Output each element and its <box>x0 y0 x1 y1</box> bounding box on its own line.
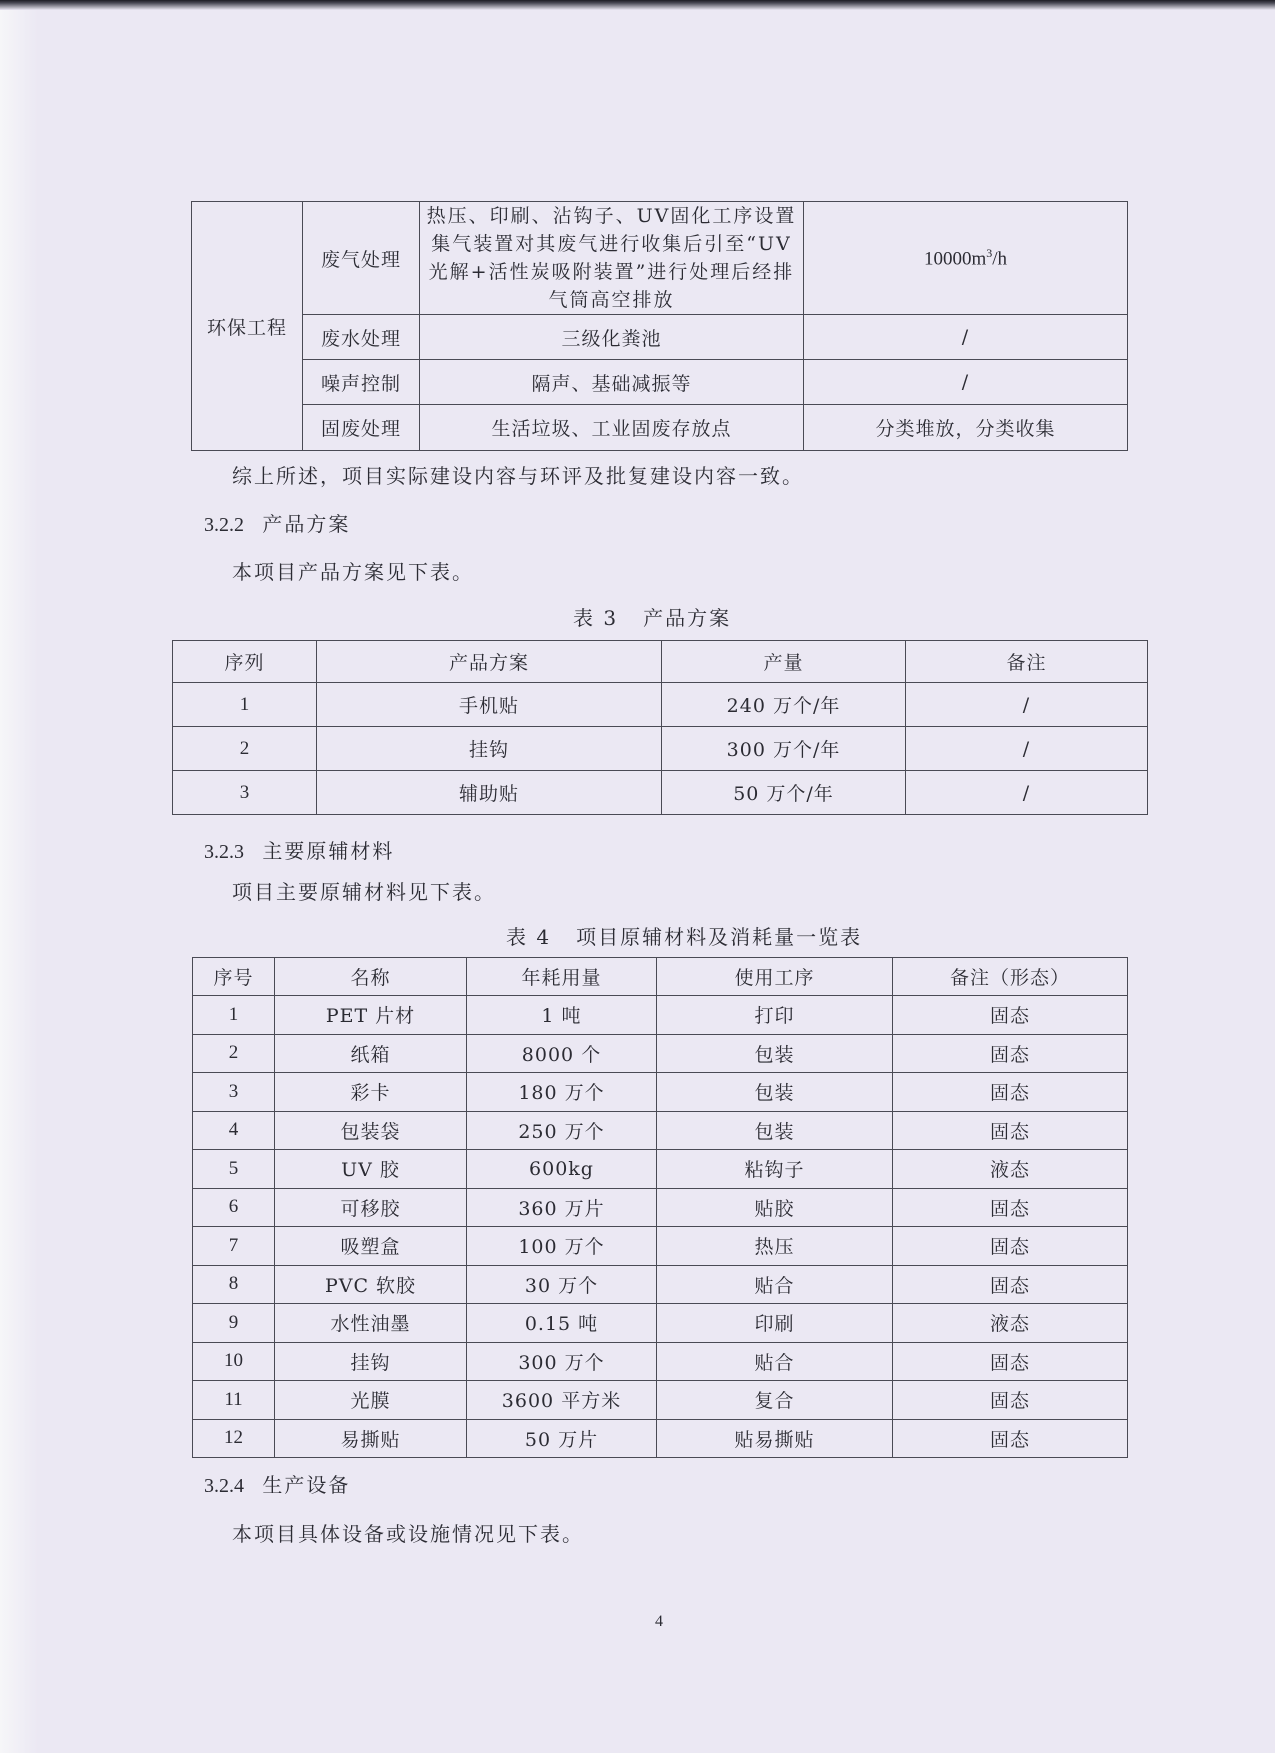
section-intro: 项目主要原辅材料见下表。 <box>232 880 496 904</box>
product-table <box>172 640 1148 815</box>
content-cell: 隔声、基础减振等 <box>420 360 804 405</box>
section-number: 3.2.4 <box>204 1475 244 1497</box>
table-cell: 固态 <box>893 996 1128 1035</box>
table-row <box>193 996 1128 1035</box>
column-header: 备注（形态） <box>893 958 1128 996</box>
table-cell: 包装 <box>657 1034 893 1073</box>
table-cell: 1 <box>173 683 317 727</box>
table-cell: 300 万个 <box>467 1342 657 1381</box>
table-row <box>193 1265 1128 1304</box>
section-title: 产品方案 <box>262 512 351 536</box>
content-cell: 生活垃圾、工业固废存放点 <box>420 405 804 451</box>
content-cell: 三级化粪池 <box>420 315 804 360</box>
table-cell: 包装 <box>657 1111 893 1150</box>
table-cell: 液态 <box>893 1150 1128 1189</box>
table-cell: 30 万个 <box>467 1265 657 1304</box>
table-cell: / <box>906 727 1148 771</box>
table-cell: 50 万片 <box>467 1419 657 1458</box>
table-cell: 贴合 <box>657 1342 893 1381</box>
table-cell: 粘钩子 <box>657 1150 893 1189</box>
column-header: 使用工序 <box>657 958 893 996</box>
table-cell: 易撕贴 <box>275 1419 467 1458</box>
remark-cell: / <box>804 360 1128 405</box>
table-cell: 360 万片 <box>467 1188 657 1227</box>
remark-cell: / <box>804 315 1128 360</box>
scan-edge-top <box>0 0 1275 10</box>
remark-unit: /h <box>992 248 1008 270</box>
table-cell: 挂钩 <box>275 1342 467 1381</box>
section-heading-323 <box>204 835 394 864</box>
table-header-row <box>193 958 1128 996</box>
table-row <box>173 771 1148 815</box>
table-row <box>193 1381 1128 1420</box>
table-cell: 2 <box>173 727 317 771</box>
table-row <box>193 1188 1128 1227</box>
table-cell: 11 <box>193 1381 275 1420</box>
scan-edge-left <box>0 0 38 1753</box>
table-cell: 液态 <box>893 1304 1128 1343</box>
table-cell: 挂钩 <box>317 727 662 771</box>
column-header: 序号 <box>193 958 275 996</box>
table-cell: 6 <box>193 1188 275 1227</box>
table-row <box>193 1419 1128 1458</box>
section-heading-322 <box>204 508 350 537</box>
item-cell: 噪声控制 <box>303 360 420 405</box>
table-cell: 固态 <box>893 1342 1128 1381</box>
table-cell: 2 <box>193 1034 275 1073</box>
table-cell: 贴易撕贴 <box>657 1419 893 1458</box>
table-cell: 300 万个/年 <box>662 727 906 771</box>
table-cell: 复合 <box>657 1381 893 1420</box>
table-cell: PVC 软胶 <box>275 1265 467 1304</box>
item-cell: 废气处理 <box>303 202 420 315</box>
table-cell: 固态 <box>893 1227 1128 1266</box>
item-cell: 固废处理 <box>303 405 420 451</box>
table-cell: 贴合 <box>657 1265 893 1304</box>
remark-cell: 分类堆放，分类收集 <box>804 405 1128 451</box>
page-number: 4 <box>655 1613 663 1630</box>
table-row <box>193 1111 1128 1150</box>
table-row <box>192 405 1128 451</box>
table-cell: 8000 个 <box>467 1034 657 1073</box>
table-cell: 100 万个 <box>467 1227 657 1266</box>
section-intro: 本项目产品方案见下表。 <box>232 560 474 584</box>
table-row <box>173 683 1148 727</box>
remark-exponent: 3 <box>986 245 993 260</box>
table-row <box>193 1073 1128 1112</box>
column-header: 年耗用量 <box>467 958 657 996</box>
table-row <box>193 1304 1128 1343</box>
table-row <box>192 360 1128 405</box>
summary-paragraph: 综上所述，项目实际建设内容与环评及批复建设内容一致。 <box>232 464 804 488</box>
table-cell: 5 <box>193 1150 275 1189</box>
table-cell: 50 万个/年 <box>662 771 906 815</box>
section-number: 3.2.2 <box>204 514 244 536</box>
section-title: 生产设备 <box>262 1473 351 1497</box>
table-cell: 贴胶 <box>657 1188 893 1227</box>
remark-value: 10000m <box>923 248 987 270</box>
table-cell: 辅助贴 <box>317 771 662 815</box>
table-cell: 9 <box>193 1304 275 1343</box>
category-cell: 环保工程 <box>192 202 303 451</box>
column-header: 备注 <box>906 641 1148 683</box>
table-cell: 3 <box>173 771 317 815</box>
table-cell: 8 <box>193 1265 275 1304</box>
table-cell: 印刷 <box>657 1304 893 1343</box>
section-number: 3.2.3 <box>204 841 244 863</box>
table-cell: 手机贴 <box>317 683 662 727</box>
table-row <box>192 315 1128 360</box>
table-cell: 固态 <box>893 1381 1128 1420</box>
table-row <box>193 1034 1128 1073</box>
table-cell: 12 <box>193 1419 275 1458</box>
table-row <box>173 727 1148 771</box>
column-header: 产品方案 <box>317 641 662 683</box>
table-cell: 纸箱 <box>275 1034 467 1073</box>
table-cell: 包装袋 <box>275 1111 467 1150</box>
table-row <box>192 202 1128 315</box>
table-cell: 3 <box>193 1073 275 1112</box>
table-cell: 固态 <box>893 1265 1128 1304</box>
content-cell: 热压、印刷、沾钩子、UV固化工序设置集气装置对其废气进行收集后引至“UV光解+活性炭吸附装置”进行处理后经排气筒高空排放 <box>420 202 804 315</box>
table-cell: 10 <box>193 1342 275 1381</box>
table-cell: 打印 <box>657 996 893 1035</box>
table-cell: 0.15 吨 <box>467 1304 657 1343</box>
materials-table <box>192 957 1128 1458</box>
table-cell: 彩卡 <box>275 1073 467 1112</box>
table-header-row <box>173 641 1148 683</box>
table-cell: 3600 平方米 <box>467 1381 657 1420</box>
table-cell: 4 <box>193 1111 275 1150</box>
table-cell: 250 万个 <box>467 1111 657 1150</box>
table-cell: UV 胶 <box>275 1150 467 1189</box>
table4-caption: 表 4 项目原辅材料及消耗量一览表 <box>506 925 863 949</box>
column-header: 名称 <box>275 958 467 996</box>
column-header: 序列 <box>173 641 317 683</box>
table-cell: 固态 <box>893 1188 1128 1227</box>
table-cell: 7 <box>193 1227 275 1266</box>
table-cell: 1 吨 <box>467 996 657 1035</box>
table-row <box>193 1342 1128 1381</box>
table3-caption: 表 3 产品方案 <box>573 606 732 630</box>
table-cell: 水性油墨 <box>275 1304 467 1343</box>
table-cell: 包装 <box>657 1073 893 1112</box>
table-cell: / <box>906 683 1148 727</box>
table-row <box>193 1227 1128 1266</box>
table-cell: 固态 <box>893 1034 1128 1073</box>
table-cell: 1 <box>193 996 275 1035</box>
table-cell: 固态 <box>893 1111 1128 1150</box>
table-cell: 600kg <box>467 1150 657 1189</box>
section-intro: 本项目具体设备或设施情况见下表。 <box>232 1522 584 1546</box>
section-title: 主要原辅材料 <box>262 839 395 863</box>
table-cell: 可移胶 <box>275 1188 467 1227</box>
env-protection-table <box>191 201 1128 451</box>
table-cell: 固态 <box>893 1073 1128 1112</box>
table-cell: 240 万个/年 <box>662 683 906 727</box>
table-cell: PET 片材 <box>275 996 467 1035</box>
remark-cell <box>804 202 1128 315</box>
column-header: 产量 <box>662 641 906 683</box>
table-cell: 180 万个 <box>467 1073 657 1112</box>
table-cell: 光膜 <box>275 1381 467 1420</box>
item-cell: 废水处理 <box>303 315 420 360</box>
table-row <box>193 1150 1128 1189</box>
section-heading-324 <box>204 1469 350 1498</box>
table-cell: 热压 <box>657 1227 893 1266</box>
table-cell: / <box>906 771 1148 815</box>
table-cell: 固态 <box>893 1419 1128 1458</box>
table-cell: 吸塑盒 <box>275 1227 467 1266</box>
